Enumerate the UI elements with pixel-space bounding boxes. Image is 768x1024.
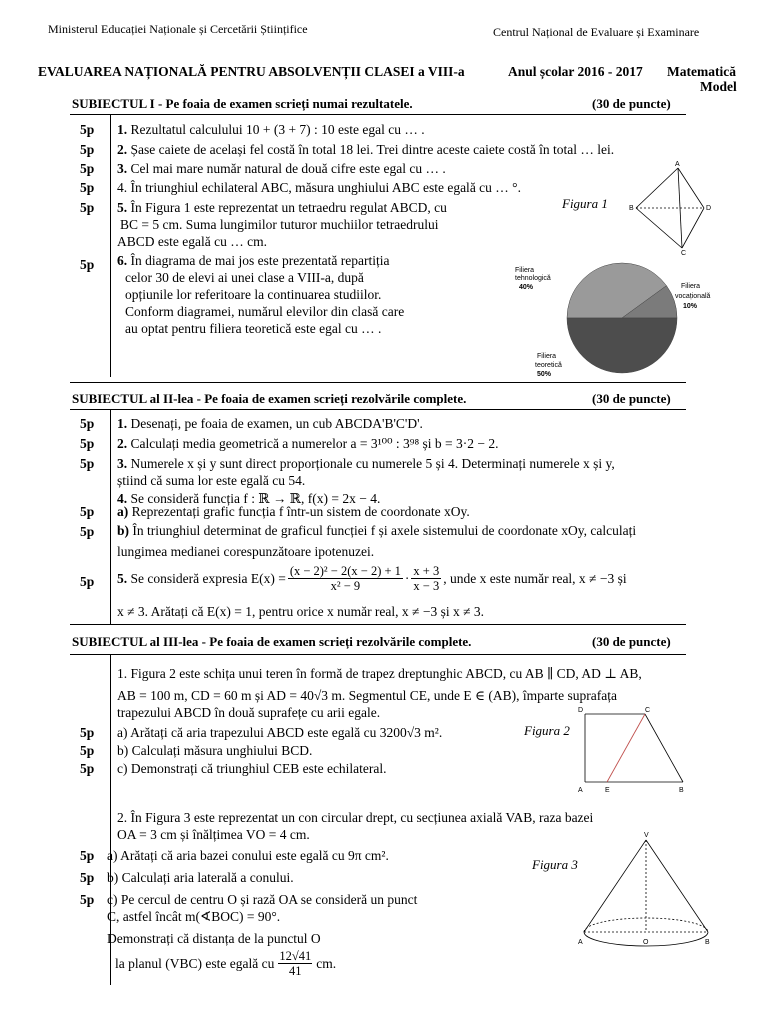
fig2-label-e: E [605, 787, 610, 794]
pie-label-teo-2: teoretică [535, 362, 562, 369]
s2-q2: 2. Calculați media geometrică a numerelor a = 3¹⁰⁰ : 3⁹⁸ și b = 3·2 − 2. [117, 436, 499, 451]
fig3-label-b: B [705, 939, 710, 946]
figure1-tetrahedron [624, 160, 720, 256]
s3-q2a: a) Arătați că aria bazei conului este egală cu 9π cm². [107, 848, 389, 863]
s3-q1a-points: 5p [80, 725, 95, 740]
fig3-label-v: V [644, 832, 649, 839]
fig1-label-d: D [706, 205, 712, 212]
s1-q5: 5. În Figura 1 este reprezentat un tetraedru regulat ABCD, cu BC = 5 cm. Suma lungimilor tuturor muchiilor tetraedrului ABCD este egală cu … cm. [117, 200, 447, 249]
s2-q1: 1. Desenați, pe foaia de examen, un cub ABCDA'B'C'D'. [117, 416, 423, 431]
fig3-label-o: O [643, 939, 649, 946]
pie-label-voc-pct: 10% [683, 303, 698, 310]
s3-q1b: b) Calculați măsura unghiului BCD. [117, 743, 313, 758]
s3-q1-statement: 1. Figura 2 este schița unui teren în formă de trapez dreptunghic ABCD, cu AB ∥ CD, AD ⊥ AB, AB = 100 m, CD = 60 m și AD = 40√3 m. Segmentul CE, unde E ∈ (AB), împarte suprafața trapezului ABCD în două suprafețe cu arii egale. [117, 666, 642, 720]
fig2-label-c: C [645, 707, 651, 714]
fig1-label-b: B [629, 205, 634, 212]
exam-title: EVALUAREA NAȚIONALĂ PENTRU ABSOLVENȚII CLASEI a VIII-a [38, 64, 465, 79]
figure2-trapezoid [575, 704, 690, 796]
s1-bottom-rule [70, 382, 686, 383]
s3-q1b-points: 5p [80, 743, 95, 758]
s3-title: SUBIECTUL al III-lea - Pe foaia de examen scrieți rezolvările complete. [72, 634, 472, 649]
s2-q3-points: 5p [80, 456, 95, 471]
pie-slice-teoretica [567, 318, 677, 373]
s3-q2a-points: 5p [80, 848, 95, 863]
s2-q3: 3. Numerele x și y sunt direct proporționale cu numerele 5 și 4. Determinați numerele x și y, știind că suma lor este egală cu 54. [117, 456, 615, 488]
s3-q1a: a) Arătați că aria trapezului ABCD este egală cu 3200√3 m². [117, 725, 443, 740]
pie-label-tech-pct: 40% [519, 284, 534, 291]
s3-q2-statement: 2. În Figura 3 este reprezentat un con circular drept, cu secțiunea axială VAB, raza bazei OA = 3 cm și înălțimea VO = 4 cm. [117, 810, 594, 842]
school-year: Anul școlar 2016 - 2017 [508, 64, 643, 79]
s1-q1: 1. Rezultatul calculului 10 + (3 + 7) : 10 este egal cu … . [117, 122, 425, 137]
fig2-label-d: D [578, 707, 584, 714]
pie-chart [505, 252, 715, 384]
fig3-label-a: A [578, 939, 583, 946]
s2-bottom-rule [70, 624, 686, 625]
s3-q2b: b) Calculați aria laterală a conului. [107, 870, 294, 885]
fig1-label-c: C [681, 250, 687, 256]
pie-label-voc-1: Filiera [681, 283, 701, 290]
s1-q4: 4. În triunghiul echilateral ABC, măsura unghiului ABC este egală cu … °. [117, 180, 521, 195]
s2-q1-points: 5p [80, 416, 95, 431]
fig2-label-b: B [679, 787, 684, 794]
figure3-caption: Figura 3 [532, 857, 578, 872]
s2-rule [70, 409, 686, 410]
s1-q6-points: 5p [80, 257, 95, 272]
s2-q4b: b) În triunghiul determinat de graficul funcției f și axele sistemului de coordonate xOy, calculați lungimea medianei corespunzătoare ipotenuzei. [117, 523, 637, 559]
s3-rule [70, 654, 686, 655]
s2-points: (30 de puncte) [592, 391, 671, 406]
s2-q4: 4. Se consideră funcția f : ℝ → ℝ, f(x) = 2x − 4. [117, 491, 381, 506]
s1-q3: 3. Cel mai mare număr natural de două cifre este egal cu … . [117, 161, 446, 176]
pie-label-voc-2: vocațională [675, 293, 711, 300]
s1-q1-points: 5p [80, 122, 95, 137]
pie-label-teo-pct: 50% [537, 371, 552, 378]
s3-q2c-points: 5p [80, 892, 95, 907]
s3-q1c-points: 5p [80, 761, 95, 776]
s1-q2: 2. Șase caiete de același fel costă în total 18 lei. Trei dintre aceste caiete costă în total … lei. [117, 142, 615, 157]
s2-q2-points: 5p [80, 436, 95, 451]
s3-q2b-points: 5p [80, 870, 95, 885]
fig1-label-a: A [675, 161, 680, 168]
figure3-cone [572, 828, 722, 950]
s3-q2c: c) Pe cercul de centru O și rază OA se consideră un punct C, astfel încât m(∢BOC) = 90°. Demonstrați că distanța de la punctul O la planul (VBC) este egală cu 12√41 41 cm. [107, 892, 418, 978]
s2-q4a-points: 5p [80, 504, 95, 519]
s1-title: SUBIECTUL I - Pe foaia de examen scrieți numai rezultatele. [72, 96, 413, 111]
s2-q5: 5. Se consideră expresia E(x) = $\frac{\text{(x − 2)² − 2(x − 2) + 1}}{\text{x² − 9}}$ · x + 3 x − 3 , unde x este număr real, x ≠ −3 și x ≠ 3. Arătați că E(x) = 1, pentru orice x număr real, x ≠ −3 și x ≠ 3. [117, 564, 627, 619]
s1-q5-points: 5p [80, 200, 95, 215]
s1-points: (30 de puncte) [592, 96, 671, 111]
s1-q4-points: 5p [80, 180, 95, 195]
s1-margin-line [110, 115, 111, 377]
s3-q1c: c) Demonstrați că triunghiul CEB este echilateral. [117, 761, 387, 776]
s2-q4b-points: 5p [80, 524, 95, 539]
s1-rule [70, 114, 686, 115]
pie-label-tech-2: tehnologică [515, 275, 551, 282]
s2-q5-points: 5p [80, 574, 95, 589]
s2-margin-line [110, 410, 111, 624]
ministry-name: Ministerul Educației Naționale și Cercetării Științifice [48, 22, 308, 36]
s1-q6: 6. În diagrama de mai jos este prezentată repartiția celor 30 de elevi ai unei clase a VIII-a, după opțiunile lor referitoare la continuarea studiilor. Conform diagramei, numărul elevilor din clasă care au optat pentru filiera teoretică este egal cu … . [117, 253, 405, 336]
subject-name: Matematică [667, 64, 736, 79]
variant-label: Model [700, 79, 737, 94]
pie-label-teo-1: Filiera [537, 353, 557, 360]
fig2-label-a: A [578, 787, 583, 794]
figure2-caption: Figura 2 [524, 723, 570, 738]
figure1-caption: Figura 1 [562, 196, 608, 211]
s2-title: SUBIECTUL al II-lea - Pe foaia de examen scrieți rezolvările complete. [72, 391, 467, 406]
s2-q4a: a) Reprezentați grafic funcția f într-un sistem de coordonate xOy. [117, 504, 470, 519]
center-name: Centrul Național de Evaluare și Examinare [493, 25, 700, 39]
s3-points: (30 de puncte) [592, 634, 671, 649]
pie-label-tech-1: Filiera [515, 267, 535, 274]
s1-q2-points: 5p [80, 142, 95, 157]
s1-q3-points: 5p [80, 161, 95, 176]
